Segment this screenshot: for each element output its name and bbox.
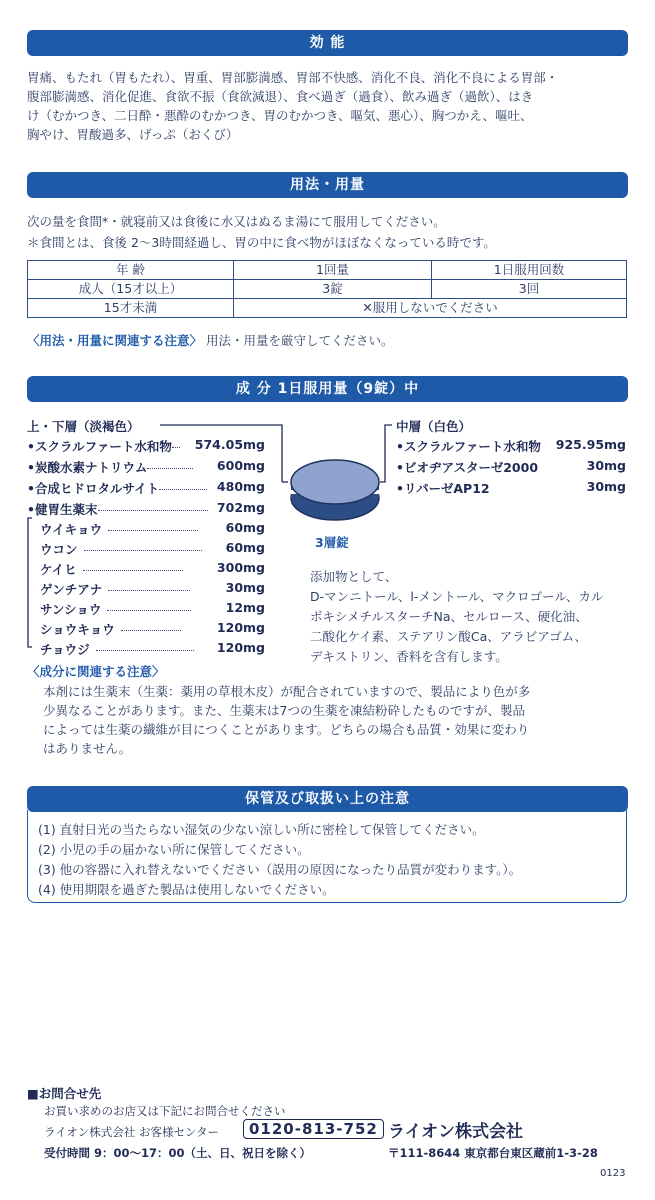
middle-item-amount: 30mg (586, 458, 626, 473)
table-header-cell: 1日服用回数 (432, 261, 627, 280)
outer-item-name: •合成ヒドロタルサイト (27, 481, 160, 496)
tablet-label: 3層錠 (315, 535, 349, 550)
herb-item (40, 640, 265, 658)
herb-item (40, 620, 265, 638)
additives-line: 添加物として、 (310, 569, 398, 584)
outer-item-name: •健胃生薬末 (27, 502, 98, 517)
middle-item-amount: 925.95mg (555, 437, 626, 452)
middle-item (396, 437, 626, 455)
herb-amount: 120mg (216, 640, 265, 655)
middle-item (396, 479, 626, 497)
herb-amount: 30mg (225, 580, 265, 595)
contact-company: ライオン株式会社 お客様センター (44, 1125, 220, 1139)
dosage-note-text: 用法・用量を厳守してください。 (206, 333, 394, 348)
storage-item: (3) 他の容器に入れ替えないでください（誤用の原因になったり品質が変わります。）。 (38, 862, 522, 877)
herb-amount: 300mg (216, 560, 265, 575)
table-header-cell: 1回量 (234, 261, 432, 280)
table-cell: 15才未満 (28, 299, 234, 318)
additives-line: D-マンニトール、l-メントール、マクロゴール、カル (310, 589, 604, 604)
ingredients-note-label: 〈成分に関連する注意〉 (27, 664, 165, 679)
outer-item (27, 500, 265, 518)
ingredients-header: 成 分 1日服用量（9錠）中 (27, 376, 628, 402)
dosage-table (27, 260, 627, 318)
table-row (28, 299, 627, 318)
ingredients-note-line: 少異なることがあります。また、生薬末は7つの生薬を凍結粉砕したものですが、製品 (43, 703, 525, 718)
herb-item (40, 580, 265, 598)
herb-name: チョウジ (40, 642, 90, 657)
table-cell: 3回 (432, 280, 627, 299)
storage-item: (1) 直射日光の当たらない湿気の少ない涼しい所に密栓して保管してください。 (38, 822, 485, 837)
storage-item: (4) 使用期限を過ぎた製品は使用しないでください。 (38, 882, 335, 897)
herb-name: ウイキョウ (40, 522, 103, 537)
additives-line: ボキシメチルスターチNa、セルロース、硬化油、 (310, 609, 588, 624)
tablet-icon (285, 452, 385, 532)
phone-number[interactable]: 0120-813-752 (243, 1119, 384, 1139)
table-cell: 3錠 (234, 280, 432, 299)
herb-item (40, 560, 265, 578)
contact-address: 〒111-8644 東京都台東区蔵前1-3-28 (388, 1146, 598, 1160)
dosage-line2: ＊食間とは、食後 2～3時間経過し、胃の中に食べ物がほぼなくなっている時です。 (27, 235, 496, 250)
herb-name: ケイヒ (40, 562, 77, 577)
herb-item (40, 540, 265, 558)
herb-name: サンショウ (40, 602, 102, 617)
outer-item-amount: 480mg (216, 479, 265, 494)
company-logo-text: ライオン株式会社 (388, 1122, 523, 1142)
outer-layer-title: 上・下層（淡褐色） (27, 419, 140, 434)
herb-amount: 120mg (216, 620, 265, 635)
dosage-note (27, 331, 394, 350)
herb-name: ゲンチアナ (40, 582, 103, 597)
herb-item (40, 520, 265, 538)
outer-item-amount: 600mg (216, 458, 265, 473)
ingredients-note-line: によっては生薬の繊維が目につくことがあります。どちらの場合も品質・効果に変わり (43, 722, 530, 737)
dosage-header: 用法・用量 (27, 172, 628, 198)
contact-line1: お買い求めのお店又は下記にお問合せください (44, 1104, 286, 1118)
ingredients-note-text (43, 682, 633, 758)
herb-name: ウコン (40, 542, 78, 557)
herb-amount: 60mg (225, 520, 265, 535)
efficacy-header: 効 能 (27, 30, 628, 56)
efficacy-line: 胃痛、もたれ（胃もたれ）、胃重、胃部膨満感、胃部不快感、消化不良、消化不良による胃部・ (27, 70, 559, 85)
outer-item (27, 479, 265, 497)
middle-item-name: •ビオヂアスターゼ2000 (396, 460, 539, 475)
efficacy-line: 胸やけ、胃酸過多、げっぷ（おくび） (27, 127, 239, 142)
outer-item (27, 437, 265, 455)
contact-title: ■お問合せ先 (27, 1086, 102, 1101)
outer-item-amount: 702mg (216, 500, 265, 515)
storage-item: (2) 小児の手の届かない所に保管してください。 (38, 842, 310, 857)
table-row (28, 280, 627, 299)
herb-name: ショウキョウ (40, 622, 115, 637)
middle-item-name: •スクラルファート水和物 (396, 439, 541, 454)
ingredients-note-line: はありません。 (43, 741, 132, 756)
additives-line: 二酸化ケイ素、ステアリン酸Ca、アラビアゴム、 (310, 629, 588, 644)
efficacy-text (27, 68, 632, 144)
middle-layer-title: 中層（白色） (396, 419, 472, 434)
middle-item (396, 458, 626, 476)
additives-line: デキストリン、香料を含有します。 (310, 649, 508, 664)
table-cell: ✕服用しないでください (234, 299, 627, 318)
dosage-line1: 次の量を食間*・就寝前又は食後に水又はぬるま湯にて服用してください。 (27, 214, 446, 229)
outer-item-name: •スクラルファート水和物 (27, 439, 172, 454)
herb-amount: 12mg (225, 600, 265, 615)
product-code: 0123 (600, 1168, 626, 1179)
storage-list (38, 820, 628, 900)
middle-item-amount: 30mg (586, 479, 626, 494)
outer-item-name: •炭酸水素ナトリウム (27, 460, 148, 475)
table-row (28, 261, 627, 280)
outer-item (27, 458, 265, 476)
table-header-cell: 年 齢 (28, 261, 234, 280)
storage-header: 保管及び取扱い上の注意 (27, 786, 628, 812)
efficacy-line: け（むかつき、二日酔・悪酔のむかつき、胃のむかつき、嘔気、悪心）、胸つかえ、嘔吐、 (27, 108, 533, 123)
dosage-note-label: 〈用法・用量に関連する注意〉 (27, 333, 203, 348)
table-cell: 成人（15才以上） (28, 280, 234, 299)
outer-item-amount: 574.05mg (194, 437, 265, 452)
contact-hours: 受付時間 9：00～17：00（土、日、祝日を除く） (44, 1146, 312, 1160)
middle-item-name: •リパーゼAP12 (396, 481, 490, 496)
herb-amount: 60mg (225, 540, 265, 555)
efficacy-line: 腹部膨満感、消化促進、食欲不振（食欲減退）、食べ過ぎ（過食）、飲み過ぎ（過飲）、はき (27, 89, 534, 104)
ingredients-note-line: 本剤には生薬末（生薬：薬用の草根木皮）が配合されていますので、製品により色が多 (43, 684, 531, 699)
additives-text (310, 567, 603, 667)
herb-item (40, 600, 265, 618)
